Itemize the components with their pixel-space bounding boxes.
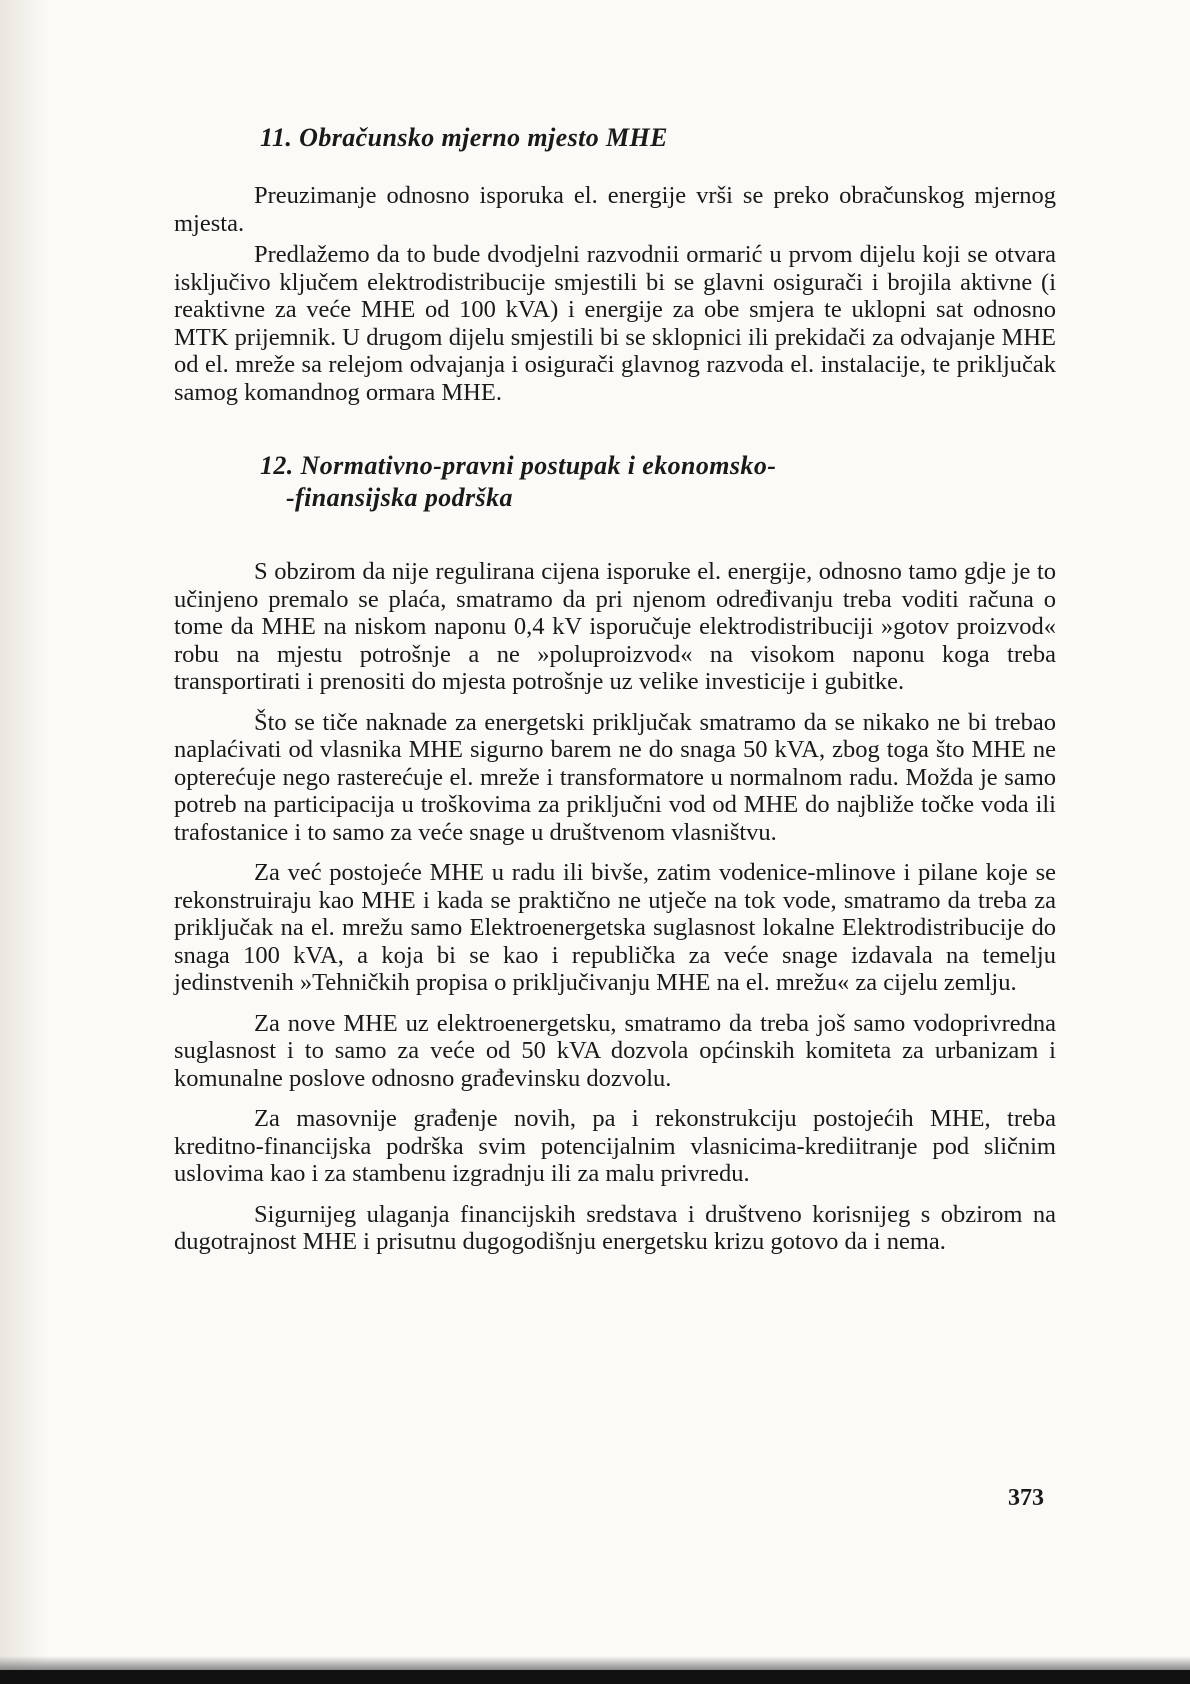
section-11-paragraph: Preuzimanje odnosno isporuka el. energije vrši se preko obračunskog mjernog mjesta. xyxy=(174,182,1056,237)
scan-bottom-edge xyxy=(0,1670,1190,1684)
section-12-paragraph: Za već postojeće MHE u radu ili bivše, zatim vodenice-mlinove i pilane koje se rekonstruiraju kao MHE i kada se praktično ne utječe na tok vode, smatramo da treba za priključak na el. mrežu samo Elektroenergetska suglasnost lokalne Elektrodistribucije do snaga 100 kVA, a koja bi se kao i republička za veće snage izdavala na temelju jedinstvenih »Tehničkih propisa o priključivanju MHE na el. mrežu« za cijelu zemlju. xyxy=(174,859,1056,996)
book-page xyxy=(174,122,1056,1269)
section-12-paragraph: Za masovnije građenje novih, pa i rekonstrukciju postojećih MHE, treba kreditno-financijska podrška svim potencijalnim vlasnicima-krediitranje pod sličnim uslovima kao i za stambenu izgradnju ili za malu privredu. xyxy=(174,1105,1056,1187)
section-12-paragraph: S obzirom da nije regulirana cijena isporuke el. energije, odnosno tamo gdje je to učinjeno premalo se plaća, smatramo da pri njenom određivanju treba voditi računa o tome da MHE na niskom naponu 0,4 kV isporučuje elektrodistribuciji »gotov proizvod« robu na mjestu potrošnje a ne »poluproizvod« na visokom naponu koga treba transportirati i prenositi do mjesta potrošnje uz velike investicije i gubitke. xyxy=(174,558,1056,695)
section-11-paragraph: Predlažemo da to bude dvodjelni razvodnii ormarić u prvom dijelu koji se otvara isključivo ključem elektrodistribucije smjestili bi se glavni osigurači i brojila aktivne (i reaktivne za veće MHE od 100 kVA) i energije za obe smjera te uklopni sat odnosno MTK prijemnik. U drugom dijelu smjestili bi se sklopnici ili prekidači za odvajanje MHE od el. mreže sa relejom odvajanja i osigurači glavnog razvoda el. instalacije, te priključak samog komandnog ormara MHE. xyxy=(174,241,1056,406)
scan-bottom-shadow xyxy=(0,1656,1190,1670)
section-11-heading: 11. Obračunsko mjerno mjesto MHE xyxy=(260,123,668,152)
page-number: 373 xyxy=(1008,1485,1044,1511)
section-12-paragraph: Sigurnijeg ulaganja financijskih sredstava i društveno korisnijeg s obzirom na dugotrajnost MHE i prisutnu dugogodišnju energetsku krizu gotovo da i nema. xyxy=(174,1200,1056,1255)
section-12-heading-line-2: -finansijska podrška xyxy=(286,483,513,512)
scan-left-edge-shadow xyxy=(0,0,48,1684)
section-12-heading-line-1: 12. Normativno-pravni postupak i ekonomsko- xyxy=(260,451,777,480)
section-12 xyxy=(174,450,1056,1256)
section-12-paragraph: Za nove MHE uz elektroenergetsku, smatramo da treba još samo vodoprivredna suglasnost i to samo za veće od 50 kVA dozvola općinskih komiteta za urbanizam i komunalne poslove odnosno građevinsku dozvolu. xyxy=(174,1009,1056,1092)
section-12-paragraph: Što se tiče naknade za energetski priključak smatramo da se nikako ne bi trebao naplaćivati od vlasnika MHE sigurno barem ne do snaga 50 kVA, zbog toga što MHE ne opterećuje nego rasterećuje el. mreže i transformatore u normalnom radu. Možda je samo potreb na participacija u troškovima za priključni vod od MHE do najbliže točke voda ili trafostanice i to samo za veće snage u društvenom vlasništvu. xyxy=(174,708,1056,846)
section-11 xyxy=(174,122,1056,406)
section-12-heading xyxy=(260,450,1056,514)
